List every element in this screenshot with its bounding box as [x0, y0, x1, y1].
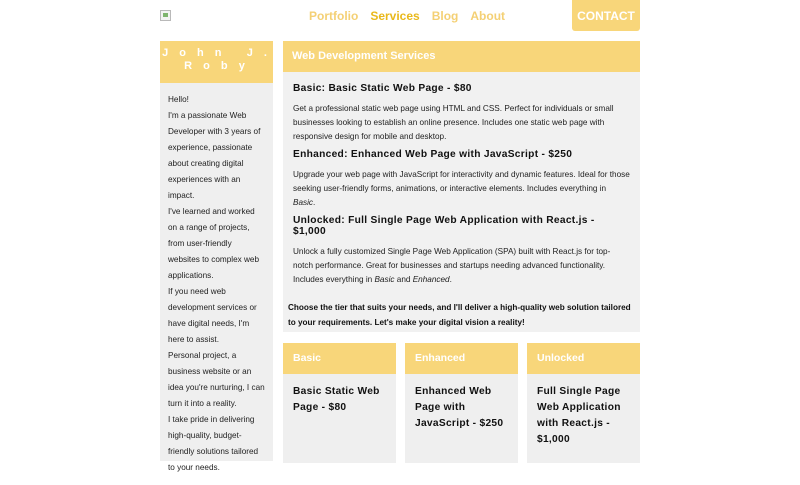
tier-desc-and: and	[394, 275, 413, 284]
bio-paragraph: Hello!	[168, 95, 189, 104]
profile-name-line-1: J o h n J .	[162, 47, 271, 59]
tier-desc-enhanced	[293, 168, 630, 210]
nav-link-portfolio[interactable]: Portfolio	[309, 9, 359, 23]
tier-ref-enhanced: Enhanced	[412, 275, 450, 284]
pricing-card-enhanced[interactable]	[405, 343, 518, 463]
services-content	[283, 72, 640, 287]
bio-paragraph: Personal project, a business website or an idea you're nurturing, I can turn it into a reality.	[168, 351, 265, 408]
pricing-card-basic[interactable]	[283, 343, 396, 463]
nav-link-services[interactable]: Services	[370, 9, 420, 23]
bio-paragraph: I've learned and worked on a range of projects, from user-friendly websites to complex web applications.	[168, 207, 260, 280]
pricing-card-title: Enhanced	[405, 343, 518, 374]
tier-desc-end: .	[449, 275, 452, 284]
pricing-card-title: Unlocked	[527, 343, 640, 374]
bio-paragraph: I take pride in delivering high-quality, budget-friendly solutions tailored to your needs.	[168, 415, 259, 472]
tier-desc-end: .	[313, 198, 316, 207]
tier-ref-basic: Basic	[293, 198, 314, 207]
pricing-card-body: Full Single Page Web Application with React.js - $1,000	[537, 386, 621, 445]
tier-title-basic: Basic: Basic Static Web Page - $80	[293, 83, 472, 94]
bio-paragraph: I'm a passionate Web Developer with 3 years of experience, passionate about creating digital experiences with an impact.	[168, 111, 261, 200]
profile-bio	[160, 83, 273, 485]
tier-desc-text: Upgrade your web page with JavaScript for interactivity and dynamic features. Ideal for those seeking user-friendly forms, animations, or interactive elements. Includes everything in	[293, 170, 630, 193]
pricing-card-body: Enhanced Web Page with JavaScript - $250	[415, 386, 504, 429]
logo-broken-image-icon[interactable]	[160, 10, 171, 21]
pricing-card-title: Basic	[283, 343, 396, 374]
services-cta: Choose the tier that suits your needs, and I'll deliver a high-quality web solution tailored to your requirements. Let's make your digital vision a reality!	[288, 303, 631, 327]
services-title: Web Development Services	[283, 41, 640, 72]
pricing-card-unlocked[interactable]	[527, 343, 640, 463]
nav-link-blog[interactable]: Blog	[431, 9, 459, 23]
profile-name	[160, 41, 273, 83]
tier-ref-basic: Basic	[374, 275, 395, 284]
profile-sidebar	[160, 41, 273, 472]
profile-name-line-2: R o b y	[184, 60, 249, 72]
tier-desc-text: Unlock a fully customized Single Page Web Application (SPA) built with React.js for top-notch performance. Great for businesses and startups needing advanced functionality. Includes everything in	[293, 247, 611, 284]
main-nav	[309, 9, 505, 23]
pricing-card-body: Basic Static Web Page - $80	[293, 386, 380, 413]
contact-button[interactable]: CONTACT	[572, 0, 640, 31]
services-panel	[283, 41, 640, 332]
bio-paragraph: If you need web development services or have digital needs, I'm here to assist.	[168, 287, 257, 344]
tier-title-enhanced: Enhanced: Enhanced Web Page with JavaScript - $250	[293, 149, 573, 160]
tier-desc-basic: Get a professional static web page using HTML and CSS. Perfect for individuals or small businesses looking to establish an online presence. Includes one static web page with responsive design for mobile and desktop.	[293, 104, 614, 141]
tier-desc-unlocked	[293, 245, 630, 287]
nav-link-about[interactable]: About	[470, 9, 506, 23]
tier-title-unlocked: Unlocked: Full Single Page Web Application with React.js - $1,000	[293, 215, 595, 237]
